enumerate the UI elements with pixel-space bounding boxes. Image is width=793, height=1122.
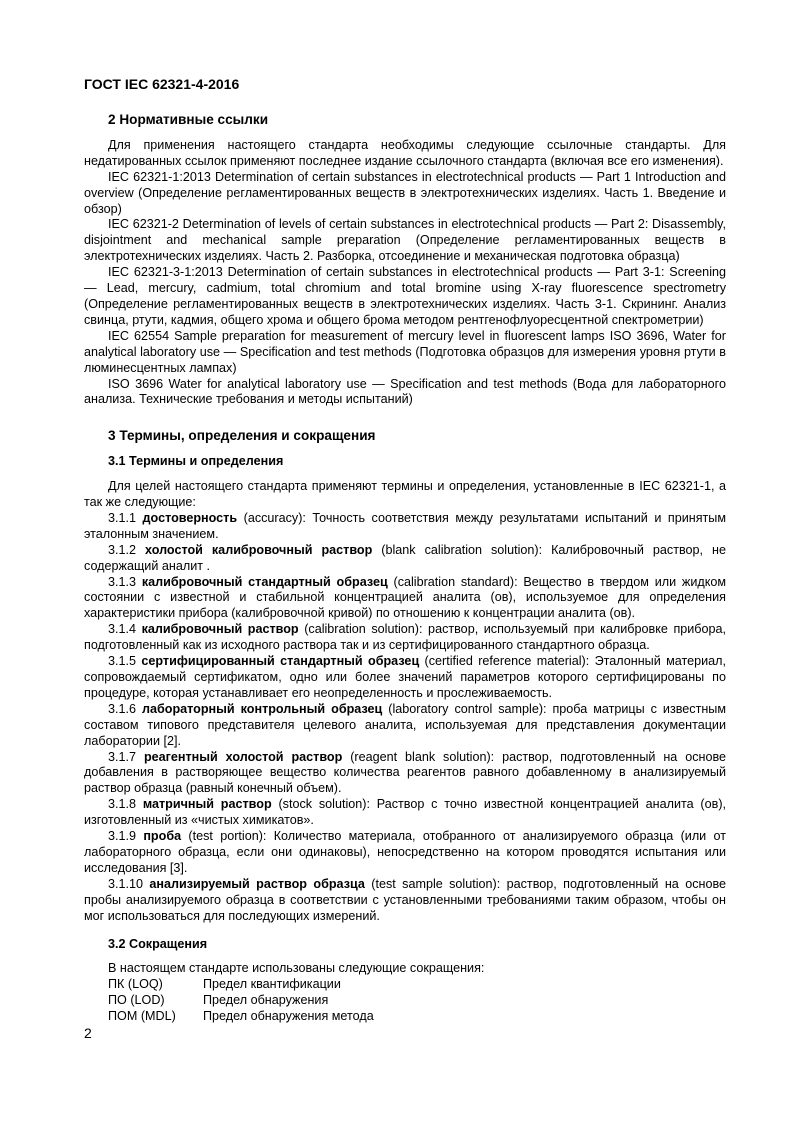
term-number: 3.1.1 [108, 510, 137, 525]
term-number: 3.1.4 [108, 622, 137, 637]
abbreviation-row [108, 1009, 726, 1025]
term-item [84, 511, 726, 543]
abbreviation-row [108, 977, 726, 993]
abbreviation-list [108, 977, 726, 1025]
term-name: проба [143, 829, 182, 844]
abbreviation-code: ПО (LOD) [108, 993, 165, 1008]
term-number: 3.1.9 [108, 829, 137, 844]
term-definition: (stock solution): Раствор с точно известной концентрацией аналита (ов), изготовленный из «чистых химикатов». [84, 797, 727, 828]
abbreviation-code: ПОМ (MDL) [108, 1009, 176, 1024]
term-number: 3.1.10 [108, 876, 144, 891]
term-definition: (certified reference material): Эталонный материал, сопровождаемый сертификатом, одно или более значений параметров которого сертифицированы по процедуре, которая устанавливает его неопределенность и прослеживаемость. [84, 654, 727, 700]
section-2-title: 2 Нормативные ссылки [108, 112, 269, 127]
term-number: 3.1.6 [108, 701, 137, 716]
term-name: реагентный холостой раствор [143, 749, 343, 764]
term-name: калибровочный раствор [141, 622, 299, 637]
page-content [84, 112, 726, 1025]
term-item [84, 575, 726, 623]
reference-iec-62321-2: IEC 62321-2 Determination of levels of certain substances in electrotechnical products — Part 2: Disassembly, disjointment and mechanical sample preparation (Определение регламентированных веществ в электротехнических изделиях. Часть 2. Разборка, отсоединение и механическая подготовка образца) [84, 217, 726, 264]
section-3-title: 3 Термины, определения и сокращения [108, 428, 376, 444]
term-name: лабораторный контрольный образец [142, 701, 383, 716]
reference-iec-62321-3-1: IEC 62321-3-1:2013 Determination of certain substances in electrotechnical products — Part 3-1: Screening — Lead, mercury, cadmium, total chromium and total bromine using X-ray fluorescence spectrometry (Определение регламентированных веществ в электротехнических изделиях. Часть 3-1. Скрининг. Анализ свинца, ртути, кадмия, общего хрома и общего брома методом рентгенофлуоресцентной спектрометрии) [84, 265, 726, 327]
term-number: 3.1.5 [108, 654, 137, 669]
term-item [84, 877, 726, 925]
term-definition: (accuracy): Точность соответствия между результатами испытаний и принятым эталонным значением. [84, 510, 727, 541]
abbreviation-meaning: Предел обнаружения [203, 993, 329, 1008]
abbreviation-row [108, 993, 726, 1009]
section-3-1-title: 3.1 Термины и определения [108, 454, 284, 469]
term-number: 3.1.3 [108, 574, 137, 589]
section-2-paragraph: Для применения настоящего стандарта необходимы следующие ссылочные стандарты. Для недатированных ссылок применяют последнее издание ссылочного стандарта (включая все его изменения). [84, 137, 726, 168]
term-item [84, 702, 726, 750]
reference-iec-62321-1: IEC 62321-1:2013 Determination of certain substances in electrotechnical products — Part 1 Introduction and overview (Определение регламентированных веществ в электротехнических изделиях. Часть 1. Введение и обзор) [84, 169, 726, 216]
terms-intro: Для целей настоящего стандарта применяют термины и определения, установленные в IEC 62321-1, а так же следующие: [84, 479, 726, 510]
term-definition: (test portion): Количество материала, отобранного от анализируемого образца (или от лабораторного образца, если они одинаковы), непосредственно на котором проводятся испытания или исследования [3]. [84, 829, 727, 875]
term-definition: (reagent blank solution): раствор, подготовленный на основе добавления в растворяющее вещество количества реагентов равного добавленному в анализируемый раствор образца (равный конечный объем). [84, 749, 727, 796]
abbreviation-meaning: Предел квантификации [203, 977, 341, 992]
term-definition: (test sample solution): раствор, подготовленный на основе пробы анализируемого образца в соответствии с установленными требованиями таким образом, чтобы он мог использоваться для последующих измерений. [84, 876, 727, 923]
term-name: калибровочный стандартный образец [141, 574, 388, 589]
term-number: 3.1.2 [108, 542, 137, 557]
term-definition: (calibration solution): раствор, используемый при калибровке прибора, подготовленный как из исходного раствора так и из сертифицированного стандартного образца. [84, 622, 727, 653]
term-number: 3.1.8 [108, 797, 137, 812]
reference-iec-62554: IEC 62554 Sample preparation for measurement of mercury level in fluorescent lamps ISO 3696, Water for analytical laboratory use — Specification and test methods (Подготовка образцов для измерения уровня ртути в люминесцентных лампах) [84, 328, 726, 375]
term-name: сертифицированный стандартный образец [141, 654, 420, 669]
term-definition: (laboratory control sample): проба матрицы с известным составом типового представителя целевого аналита, используемая для представления документации лаборатории [2]. [84, 701, 727, 748]
reference-iso-3696: ISO 3696 Water for analytical laboratory use — Specification and test methods (Вода для лабораторного анализа. Технические требования и методы испытаний) [84, 376, 726, 407]
term-name: матричный раствор [142, 797, 272, 812]
term-name: анализируемый раствор образца [149, 876, 365, 891]
page-number: 2 [84, 1025, 92, 1041]
term-item [84, 750, 726, 798]
section-3-2-title: 3.2 Сокращения [108, 936, 208, 951]
abbreviations-intro: В настоящем стандарте использованы следующие сокращения: [108, 961, 485, 976]
abbreviation-code: ПК (LOQ) [108, 977, 163, 992]
term-definition: (blank calibration solution): Калибровочный раствор, не содержащий аналит . [84, 542, 726, 573]
standard-header: ГОСТ IEC 62321-4-2016 [84, 76, 240, 92]
term-item [84, 622, 726, 654]
term-name: достоверность [142, 510, 238, 525]
abbreviation-meaning: Предел обнаружения метода [203, 1009, 374, 1024]
term-item [84, 543, 726, 575]
term-item [84, 829, 726, 877]
term-item [84, 654, 726, 702]
term-definition: (calibration standard): Вещество в твердом или жидком состоянии с известной и стабильной концентрацией аналита (ов), используемое для определения характеристики прибора (калибровочной кривой) по отношению к концентрации аналита (ов). [84, 574, 727, 621]
term-number: 3.1.7 [108, 749, 137, 764]
term-item [84, 797, 726, 829]
term-name: холостой калибровочный раствор [145, 542, 373, 557]
